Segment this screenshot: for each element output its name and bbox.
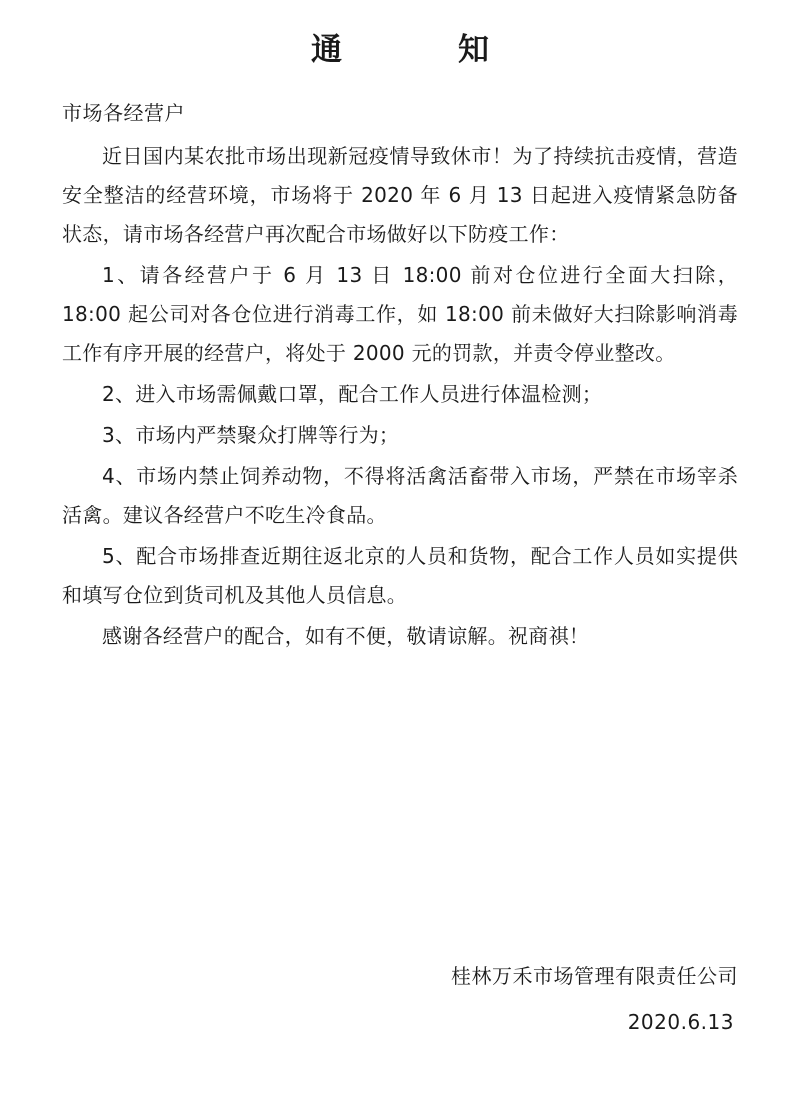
paragraph-item-5: 5、配合市场排查近期往返北京的人员和货物，配合工作人员如实提供和填写仓位到货司机及其他人员信息。 (62, 544, 738, 608)
page-title: 通 知 (311, 32, 507, 68)
signature-date: 2020.6.13 (627, 1010, 734, 1034)
paragraph-item-3: 3、市场内严禁聚众打牌等行为； (102, 423, 400, 448)
signature-block (451, 958, 738, 1040)
paragraph-item-1: 1、请各经营户于 6 月 13 日 18:00 前对仓位进行全面大扫除，18:00 起公司对各仓位进行消毒工作，如 18:00 前未做好大扫除影响消毒工作有序开展的经营户，将处于 2000 元的罚款，并责令停业整改。 (62, 263, 738, 366)
paragraph-closing: 感谢各经营户的配合，如有不便，敬请谅解。祝商祺！ (102, 624, 590, 649)
signature-company: 桂林万禾市场管理有限责任公司 (451, 964, 738, 988)
paragraph-item-2: 2、进入市场需佩戴口罩，配合工作人员进行体温检测； (102, 382, 603, 407)
salutation: 市场各经营户 (62, 101, 185, 126)
paragraph-intro: 近日国内某农批市场出现新冠疫情导致休市！为了持续抗击疫情，营造安全整洁的经营环境，市场将于 2020 年 6 月 13 日起进入疫情紧急防备状态，请市场各经营户再次配合市场做好以下防疫工作： (62, 144, 738, 247)
paragraph-item-4: 4、市场内禁止饲养动物，不得将活禽活畜带入市场，严禁在市场宰杀活禽。建议各经营户不吃生冷食品。 (62, 464, 738, 528)
